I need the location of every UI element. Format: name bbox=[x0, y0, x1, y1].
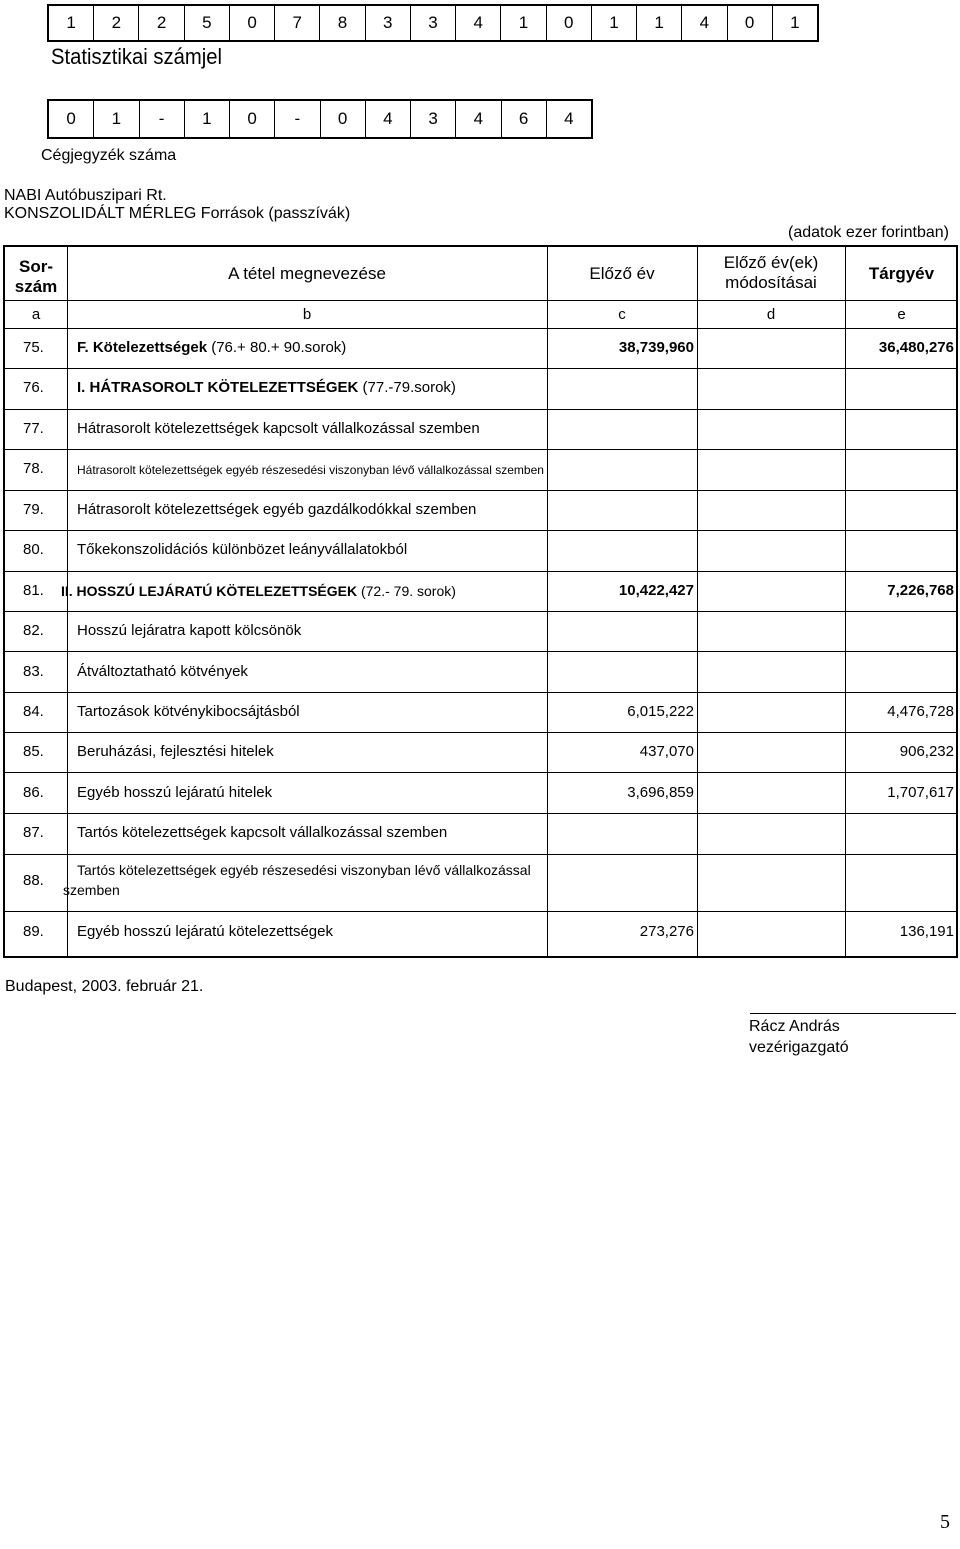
stat-digit: 7 bbox=[275, 6, 320, 40]
row-name bbox=[77, 339, 346, 356]
header-sorszam-line1: Sor- bbox=[19, 257, 53, 276]
row-number: 76. bbox=[23, 379, 44, 396]
row-name: Hátrasorolt kötelezettségek kapcsolt vállalkozással szemben bbox=[77, 420, 480, 437]
stat-digit: 4 bbox=[682, 6, 727, 40]
row-divider bbox=[5, 813, 956, 814]
row-name: Tartós kötelezettségek egyéb részesedési viszonyban lévő vállalkozással bbox=[77, 862, 531, 878]
row-number: 75. bbox=[23, 339, 44, 356]
row-prev-value: 273,276 bbox=[639, 923, 694, 940]
column-divider bbox=[697, 247, 698, 956]
row-number: 84. bbox=[23, 703, 44, 720]
row-name: Hátrasorolt kötelezettségek egyéb részesedési viszonyban lévő vállalkozással szemben bbox=[77, 463, 544, 477]
row-current-value: 906,232 bbox=[899, 743, 954, 760]
stat-digit: 1 bbox=[637, 6, 682, 40]
row-name: Beruházási, fejlesztési hitelek bbox=[77, 743, 274, 760]
row-number: 80. bbox=[23, 541, 44, 558]
registry-digit: 4 bbox=[456, 101, 501, 137]
row-divider bbox=[5, 409, 956, 410]
row-name: Egyéb hosszú lejáratú kötelezettségek bbox=[77, 923, 333, 940]
row-name-suffix: (72.- 79. sorok) bbox=[357, 583, 456, 599]
column-divider bbox=[845, 247, 846, 956]
row-name: Hátrasorolt kötelezettségek egyéb gazdálkodókkal szemben bbox=[77, 501, 477, 518]
stat-number-label: Statisztikai számjel bbox=[51, 44, 222, 69]
stat-digit: 2 bbox=[139, 6, 184, 40]
letter-a: a bbox=[31, 306, 41, 323]
signer-block bbox=[749, 1016, 849, 1058]
letter-d: d bbox=[766, 306, 776, 323]
header-prev-mod-line2: módosításai bbox=[725, 273, 817, 292]
signature-line bbox=[750, 1013, 956, 1014]
header-prev-mod-line1: Előző év(ek) bbox=[723, 253, 819, 272]
stat-digit: 3 bbox=[411, 6, 456, 40]
row-divider bbox=[5, 571, 956, 572]
document-title: KONSZOLIDÁLT MÉRLEG Források (passzívák) bbox=[4, 205, 351, 222]
row-divider bbox=[5, 911, 956, 912]
header-sorszam-line2: szám bbox=[14, 277, 58, 296]
row-current-value: 136,191 bbox=[899, 923, 954, 940]
row-prev-value: 6,015,222 bbox=[627, 703, 694, 720]
registry-digit: 3 bbox=[411, 101, 456, 137]
registry-number-box bbox=[47, 99, 593, 139]
stat-digit: 0 bbox=[728, 6, 773, 40]
stat-digit: 1 bbox=[592, 6, 637, 40]
registry-digit: 0 bbox=[230, 101, 275, 137]
row-divider bbox=[5, 854, 956, 855]
row-number: 89. bbox=[23, 923, 44, 940]
registry-digit: 4 bbox=[564, 109, 574, 128]
registry-digit: 1 bbox=[185, 101, 230, 137]
row-number: 79. bbox=[23, 501, 44, 518]
row-name: Hosszú lejáratra kapott kölcsönök bbox=[77, 622, 302, 639]
row-number: 81. bbox=[23, 582, 44, 599]
stat-digit: 1 bbox=[49, 6, 94, 40]
signer-name: Rácz András bbox=[749, 1018, 840, 1035]
row-divider bbox=[5, 368, 956, 369]
row-current-value: 36,480,276 bbox=[878, 339, 954, 356]
row-name-suffix: (77.-79.sorok) bbox=[358, 379, 456, 396]
stat-digit: 3 bbox=[366, 6, 411, 40]
header-sorszam bbox=[5, 257, 67, 297]
stat-digit: 8 bbox=[320, 6, 365, 40]
stat-digit: 1 bbox=[790, 13, 800, 32]
registry-label: Cégjegyzék száma bbox=[41, 147, 177, 164]
row-number: 87. bbox=[23, 824, 44, 841]
row-current-value: 4,476,728 bbox=[887, 703, 954, 720]
registry-digit: 1 bbox=[94, 101, 139, 137]
row-name: Tőkekonszolidációs különbözet leányvállalatokból bbox=[77, 541, 408, 558]
row-current-value: 1,707,617 bbox=[887, 784, 954, 801]
row-number: 83. bbox=[23, 663, 44, 680]
registry-digit: - bbox=[275, 101, 320, 137]
row-divider bbox=[5, 300, 956, 301]
stat-digit: 2 bbox=[94, 6, 139, 40]
row-number: 85. bbox=[23, 743, 44, 760]
stat-number-box bbox=[47, 4, 819, 42]
stat-digit: 4 bbox=[456, 6, 501, 40]
row-current-value: 7,226,768 bbox=[887, 582, 954, 599]
row-divider bbox=[5, 449, 956, 450]
row-divider bbox=[5, 328, 956, 329]
row-name-suffix: (76.+ 80.+ 90.sorok) bbox=[207, 339, 347, 356]
stat-digit: 0 bbox=[547, 6, 592, 40]
header-prev-year: Előző év bbox=[589, 264, 655, 283]
stat-digit: 5 bbox=[185, 6, 230, 40]
page-number: 5 bbox=[940, 1511, 950, 1533]
row-name: Tartozások kötvénykibocsájtásból bbox=[77, 703, 300, 720]
stat-digit: 1 bbox=[501, 6, 546, 40]
row-divider bbox=[5, 651, 956, 652]
row-number: 82. bbox=[23, 622, 44, 639]
letter-e: e bbox=[897, 306, 906, 323]
row-prev-value: 437,070 bbox=[639, 743, 694, 760]
row-divider bbox=[5, 692, 956, 693]
header-current-year: Tárgyév bbox=[868, 264, 935, 283]
row-name: Tartós kötelezettségek kapcsolt vállalkozással szemben bbox=[77, 824, 448, 841]
registry-digit: 0 bbox=[321, 101, 366, 137]
row-divider bbox=[5, 530, 956, 531]
letter-b: b bbox=[302, 306, 312, 323]
balance-sheet-table bbox=[3, 245, 958, 958]
row-prev-value: 10,422,427 bbox=[618, 582, 694, 599]
row-name bbox=[77, 379, 456, 396]
registry-digit: 4 bbox=[366, 101, 411, 137]
row-name-main: I. HÁTRASOROLT KÖTELEZETTSÉGEK bbox=[77, 379, 359, 396]
registry-digit: 6 bbox=[502, 101, 547, 137]
stat-digit: 0 bbox=[230, 6, 275, 40]
row-name-continuation: szemben bbox=[63, 882, 120, 898]
row-number: 86. bbox=[23, 784, 44, 801]
row-number: 78. bbox=[23, 460, 44, 477]
company-name: NABI Autóbuszipari Rt. bbox=[4, 187, 167, 204]
row-name bbox=[61, 583, 456, 599]
row-number: 88. bbox=[23, 872, 44, 889]
column-divider bbox=[547, 247, 548, 956]
unit-note: (adatok ezer forintban) bbox=[788, 224, 949, 241]
header-prev-modifications bbox=[697, 253, 845, 293]
column-divider bbox=[67, 247, 68, 956]
registry-digit: - bbox=[140, 101, 185, 137]
header-item-name: A tétel megnevezése bbox=[228, 264, 386, 283]
letter-c: c bbox=[618, 306, 626, 323]
place-date: Budapest, 2003. február 21. bbox=[5, 978, 204, 995]
row-number: 77. bbox=[23, 420, 44, 437]
row-name-main: II. HOSSZÚ LEJÁRATÚ KÖTELEZETTSÉGEK bbox=[61, 583, 358, 599]
row-divider bbox=[5, 732, 956, 733]
row-prev-value: 38,739,960 bbox=[618, 339, 694, 356]
signer-title: vezérigazgató bbox=[749, 1039, 849, 1056]
row-name-main: F. Kötelezettségek bbox=[77, 339, 208, 356]
row-name: Átváltoztatható kötvények bbox=[77, 663, 248, 680]
row-prev-value: 3,696,859 bbox=[627, 784, 694, 801]
row-divider bbox=[5, 611, 956, 612]
registry-digit: 0 bbox=[49, 101, 94, 137]
row-divider bbox=[5, 490, 956, 491]
row-divider bbox=[5, 772, 956, 773]
row-name: Egyéb hosszú lejáratú hitelek bbox=[77, 784, 273, 801]
